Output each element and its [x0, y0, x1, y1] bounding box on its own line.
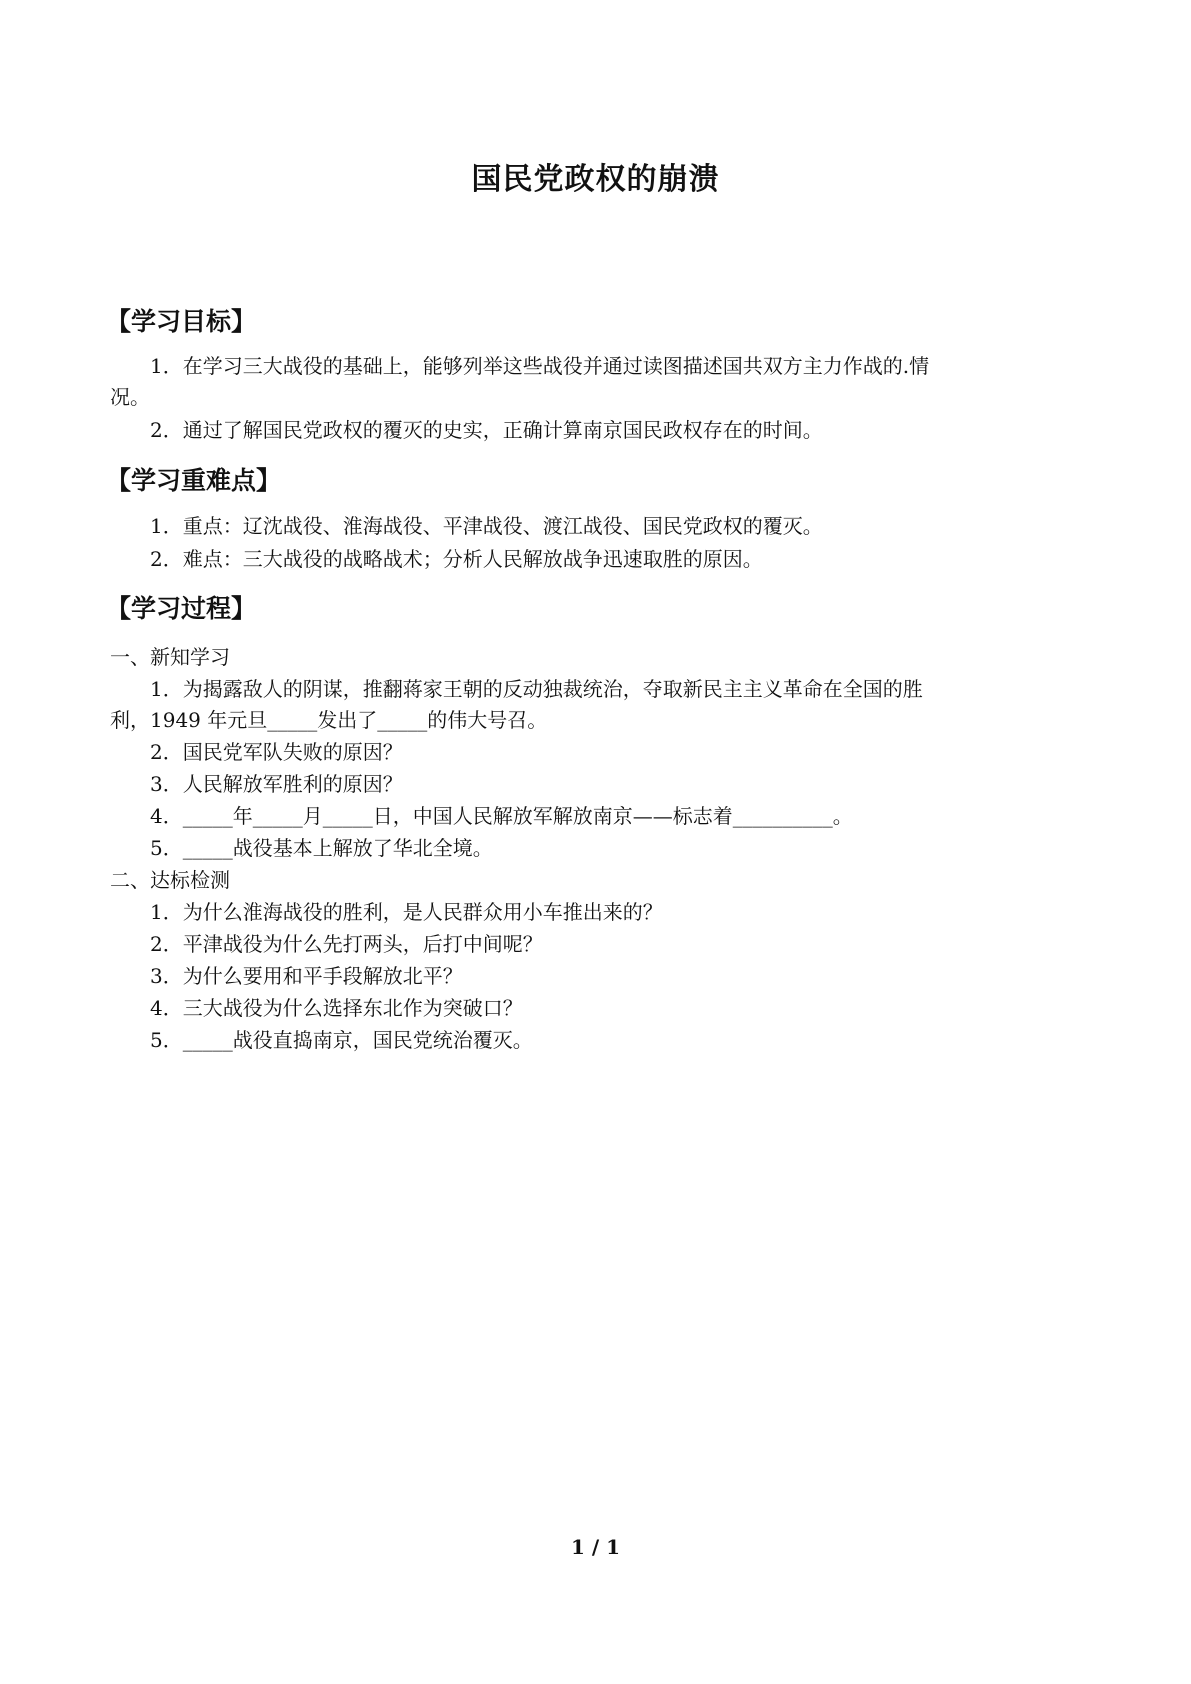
part-1-question-1-line-1: 1．为揭露敌人的阴谋，推翻蒋家王朝的反动独裁统治，夺取新民主主义革命在全国的胜: [150, 677, 923, 701]
section-heading-objectives: 【学习目标】: [106, 307, 257, 336]
part-1-question-1-line-2: 利，1949 年元旦_____发出了_____的伟大号召。: [110, 708, 548, 732]
part-1-question-3: 3．人民解放军胜利的原因？: [150, 772, 403, 796]
part-1-question-4: 4．_____年_____月_____日，中国人民解放军解放南京——标志着__________。: [150, 804, 853, 828]
key-point-item-1: 1．重点：辽沈战役、淮海战役、平津战役、渡江战役、国民党政权的覆灭。: [150, 514, 823, 538]
section-heading-key-points: 【学习重难点】: [106, 466, 282, 495]
part-2-question-1: 1．为什么淮海战役的胜利，是人民群众用小车推出来的？: [150, 900, 663, 924]
part-1-question-5: 5．_____战役基本上解放了华北全境。: [150, 836, 493, 860]
key-point-item-2: 2．难点：三大战役的战略战术；分析人民解放战争迅速取胜的原因。: [150, 547, 763, 571]
section-heading-process: 【学习过程】: [106, 594, 257, 623]
part-2-question-4: 4．三大战役为什么选择东北作为突破口？: [150, 996, 523, 1020]
part-1-question-2: 2．国民党军队失败的原因？: [150, 740, 403, 764]
page-number: 1 / 1: [570, 1535, 621, 1559]
objective-item-1-line-2: 况。: [110, 385, 150, 409]
objective-item-2: 2．通过了解国民党政权的覆灭的史实，正确计算南京国民政权存在的时间。: [150, 418, 823, 442]
part-2-question-2: 2．平津战役为什么先打两头，后打中间呢？: [150, 932, 543, 956]
objective-item-1-line-1: 1．在学习三大战役的基础上，能够列举这些战役并通过读图描述国共双方主力作战的.情: [150, 354, 930, 378]
part-2-question-5: 5．_____战役直捣南京，国民党统治覆灭。: [150, 1028, 533, 1052]
part-2-question-3: 3．为什么要用和平手段解放北平？: [150, 964, 463, 988]
page-title: 国民党政权的崩溃: [471, 162, 720, 197]
process-part-1-label: 一、新知学习: [110, 645, 230, 669]
process-part-2-label: 二、达标检测: [110, 868, 230, 892]
